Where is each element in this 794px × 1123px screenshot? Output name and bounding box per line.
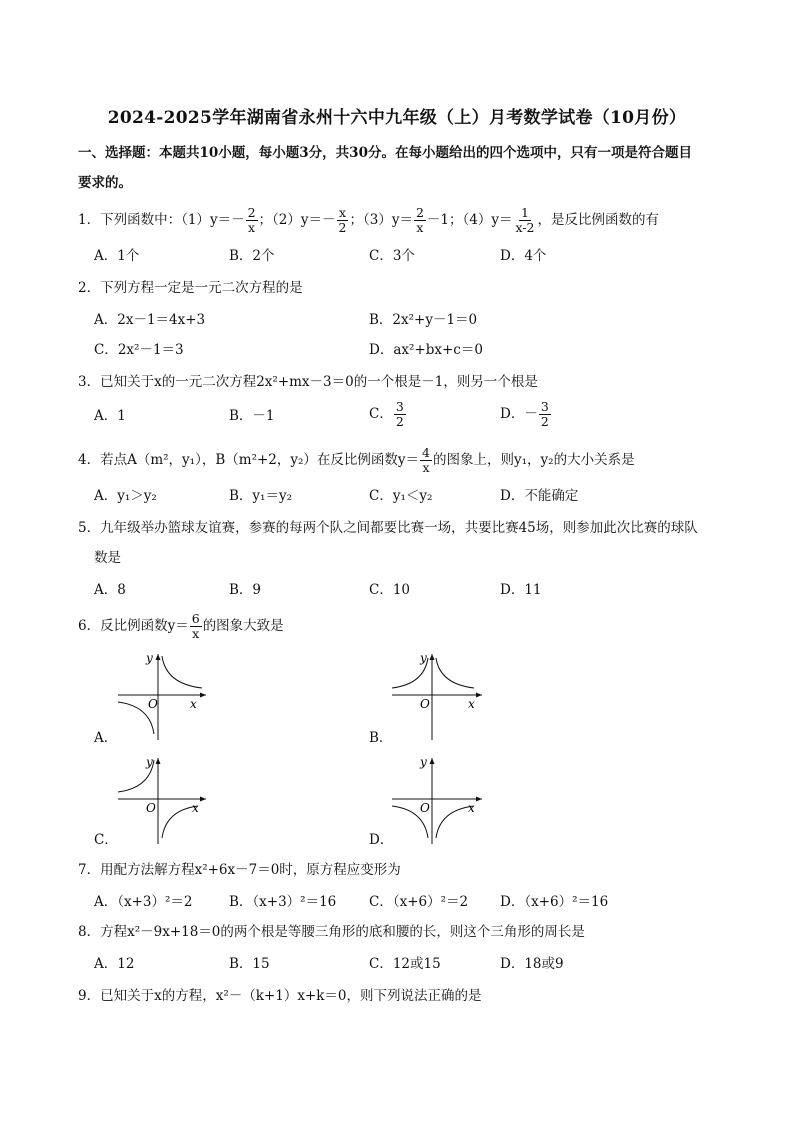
axis-x-label: x [190,697,197,711]
question-number: 8． [78,924,101,940]
question-6: 6．反比例函数y＝ $\frac{6}{x}$ 的图象大致是 [78,611,284,641]
option-a: A．1 [94,408,126,424]
axis-y-label: y [146,755,153,769]
option-b: B．15 [229,956,270,972]
option-c: C． [94,832,118,848]
question-2: 2．下列方程一定是一元二次方程的是 [78,280,303,296]
origin-label: O [420,801,430,815]
axis-y-label: y [146,651,153,665]
axis-x-label: x [468,697,475,711]
option-d: D．不能确定 [500,488,579,504]
option-c: C．10 [369,582,411,598]
graph-option-b [386,648,486,744]
option-b: B．2x²+y－1＝0 [369,312,478,328]
option-a: A．（x+3）²＝2 [94,894,193,910]
graph-option-d [386,752,486,848]
axis-x-label: x [468,801,475,815]
origin-label: O [146,801,156,815]
section-heading-line1: 一、选择题：本题共10小题，每小题3分，共30分。在每小题给出的四个选项中，只有一项是符合题目 [78,145,692,161]
exam-title: 2024-2025学年湖南省永州十六中九年级（上）月考数学试卷（10月份） [107,108,687,128]
question-4: 4．若点A（m²，y₁），B（m²+2，y₂）在反比例函数y＝ $\frac{4}{x}$ 的图象上，则y₁，y₂的大小关系是 [78,445,635,475]
option-d: D．4个 [500,248,547,264]
fraction: $\frac{2}{x}$ [247,205,256,235]
option-d: D．18或9 [500,956,564,972]
option-c: C． $\frac{3}{2}$ [369,399,404,429]
question-1: 1．下列函数中：（1）y＝－ $\frac{2}{x}$ ；（2）y＝－ $\frac{x}{2}$ ；（3）y＝ $\frac{2}{x}$ －1；（4）y＝ $\frac{1}{x-2}$ ，是反比例函数的有 [78,205,659,235]
option-a: A．8 [94,582,126,598]
option-d: D．ax²+bx+c＝0 [369,342,483,358]
option-a: A．2x－1＝4x+3 [94,312,206,328]
option-d: D．11 [500,582,542,598]
fraction: $\frac{x}{2}$ [338,205,347,235]
fraction: $\frac{6}{x}$ [191,611,200,641]
origin-label: O [148,697,158,711]
option-a: A． [94,730,118,746]
question-number: 9． [78,988,101,1004]
question-7: 7．用配方法解方程x²+6x－7＝0时，原方程应变形为 [78,862,401,878]
question-3: 3．已知关于x的一元二次方程2x²+mx－3＝0的一个根是－1，则另一个根是 [78,374,538,390]
question-9: 9．已知关于x的方程，x²－（k+1）x+k＝0，则下列说法正确的是 [78,988,482,1004]
axis-y-label: y [420,755,427,769]
option-b: B． [369,730,393,746]
option-c: C．y₁＜y₂ [369,488,433,504]
question-number: 3． [78,374,101,390]
fraction: $\frac{1}{x-2}$ [515,205,535,235]
option-a: A．1个 [94,248,140,264]
question-number: 2． [78,280,101,296]
question-number: 5． [78,520,101,536]
question-number: 6． [78,618,101,634]
option-d: D．（x+6）²＝16 [500,894,609,910]
option-c: C．12或15 [369,956,441,972]
question-8: 8．方程x²－9x+18＝0的两个根是等腰三角形的底和腰的长，则这个三角形的周长是 [78,924,585,940]
question-5-line2: 数是 [94,550,121,566]
origin-label: O [420,697,430,711]
fraction: $\frac{2}{x}$ [415,205,424,235]
axis-x-label: x [192,801,199,815]
axis-y-label: y [420,651,427,665]
question-number: 7． [78,862,101,878]
option-d: D． [369,832,394,848]
question-5-line1: 5．九年级举办篮球友谊赛，参赛的每两个队之间都要比赛一场，共要比赛45场，则参加此次比赛的球队 [78,520,698,536]
option-c: C．（x+6）²＝2 [369,894,469,910]
option-d: D．－ $\frac{3}{2}$ [500,399,549,429]
question-number: 1． [78,212,101,228]
fraction: $\frac{3}{2}$ [540,399,549,429]
section-heading-line2: 要求的。 [78,175,132,191]
fraction: $\frac{4}{x}$ [422,445,430,475]
option-b: B．－1 [229,408,275,424]
option-c: C．2x²－1＝3 [94,342,184,358]
graph-option-c [110,752,210,848]
option-a: A．12 [94,956,135,972]
graph-option-a [110,648,210,744]
option-a: A．y₁＞y₂ [94,488,157,504]
fraction: $\frac{3}{2}$ [395,399,404,429]
option-b: B．y₁＝y₂ [229,488,292,504]
option-b: B．9 [229,582,262,598]
option-b: B．（x+3）²＝16 [229,894,337,910]
option-b: B．2个 [229,248,275,264]
option-c: C．3个 [369,248,415,264]
question-number: 4． [78,452,101,468]
